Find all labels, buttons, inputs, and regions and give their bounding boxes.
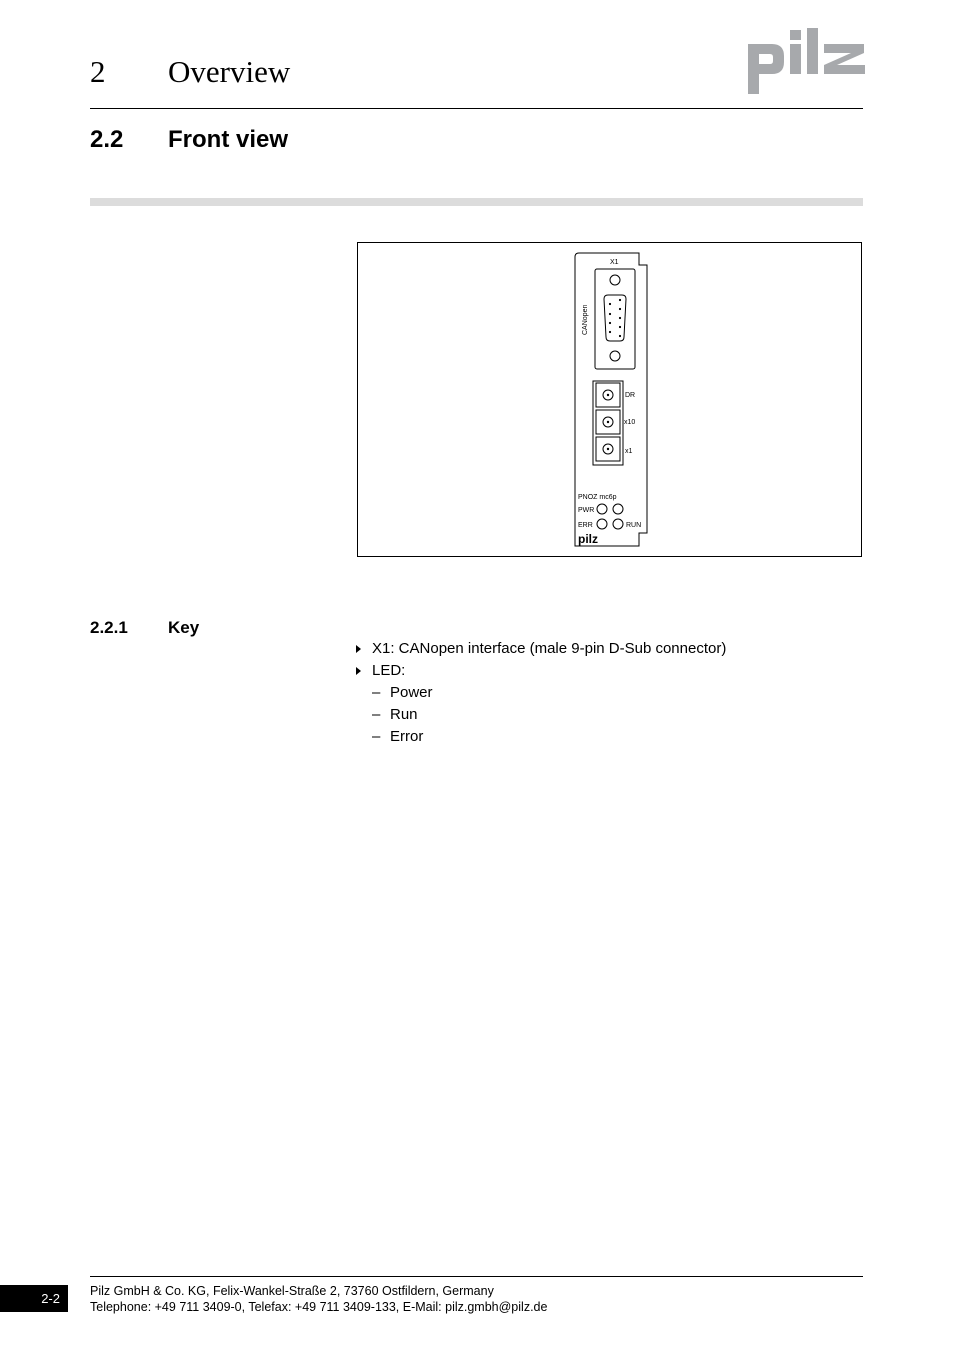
dsub-screw-bottom [610, 351, 620, 361]
module-front-drawing [358, 243, 863, 558]
footer-address: Pilz GmbH & Co. KG, Felix-Wankel-Straße 2, 73760 Ostfildern, Germany [90, 1284, 494, 1298]
dash-bullet: – [372, 706, 381, 723]
led-pwr-2 [613, 504, 623, 514]
interface-label: CANopen [582, 304, 589, 335]
pilz-logo [748, 28, 866, 94]
footer-contact: Telephone: +49 711 3409-0, Telefax: +49 711 3409-133, E-Mail: pilz.gmbh@pilz.de [90, 1300, 548, 1314]
section-number: 2.2 [90, 126, 124, 153]
chapter-title: Overview [168, 54, 291, 89]
front-view-figure [357, 242, 862, 557]
section-title: Front view [168, 126, 289, 153]
subitem-text: Run [390, 706, 418, 723]
module-brand-label: pilz [578, 532, 598, 546]
list-subitem [356, 682, 856, 704]
subsection-number: 2.2.1 [90, 618, 128, 637]
led-pwr [597, 504, 607, 514]
dsub-shell [604, 295, 626, 341]
connector-label: X1 [610, 259, 619, 266]
led-label-pwr: PWR [578, 507, 595, 514]
model-label: PNOZ mc6p [578, 494, 617, 501]
chapter-number: 2 [90, 54, 106, 89]
list-item [356, 660, 856, 682]
key-list [356, 638, 856, 748]
dash-bullet: – [372, 684, 381, 701]
led-err [597, 519, 607, 529]
list-subitem [356, 726, 856, 748]
key-item-text: X1: CANopen interface (male 9-pin D-Sub connector) [372, 640, 727, 657]
subitem-text: Power [390, 684, 433, 701]
list-subitem [356, 704, 856, 726]
led-label-run: RUN [626, 522, 642, 529]
dsub-pins [609, 299, 621, 337]
subitem-text: Error [390, 728, 424, 745]
switch-label-x10: x10 [624, 419, 636, 426]
dsub-connector-frame [595, 269, 635, 369]
switch-label-x1: x1 [625, 448, 633, 455]
dash-bullet: – [372, 728, 381, 745]
led-label-err: ERR [578, 522, 593, 529]
footer-rule [90, 1276, 863, 1277]
header-rule [90, 108, 863, 109]
page-number-badge: 2-2 [0, 1285, 68, 1312]
list-item [356, 638, 856, 660]
led-run [613, 519, 623, 529]
subsection-title: Key [168, 618, 200, 637]
dsub-screw-top [610, 275, 620, 285]
switch-label-dr: DR [625, 392, 636, 399]
section-divider-bar [90, 198, 863, 206]
key-item-text: LED: [372, 662, 406, 679]
bullet-arrow-icon [356, 667, 361, 675]
bullet-arrow-icon [356, 645, 361, 653]
